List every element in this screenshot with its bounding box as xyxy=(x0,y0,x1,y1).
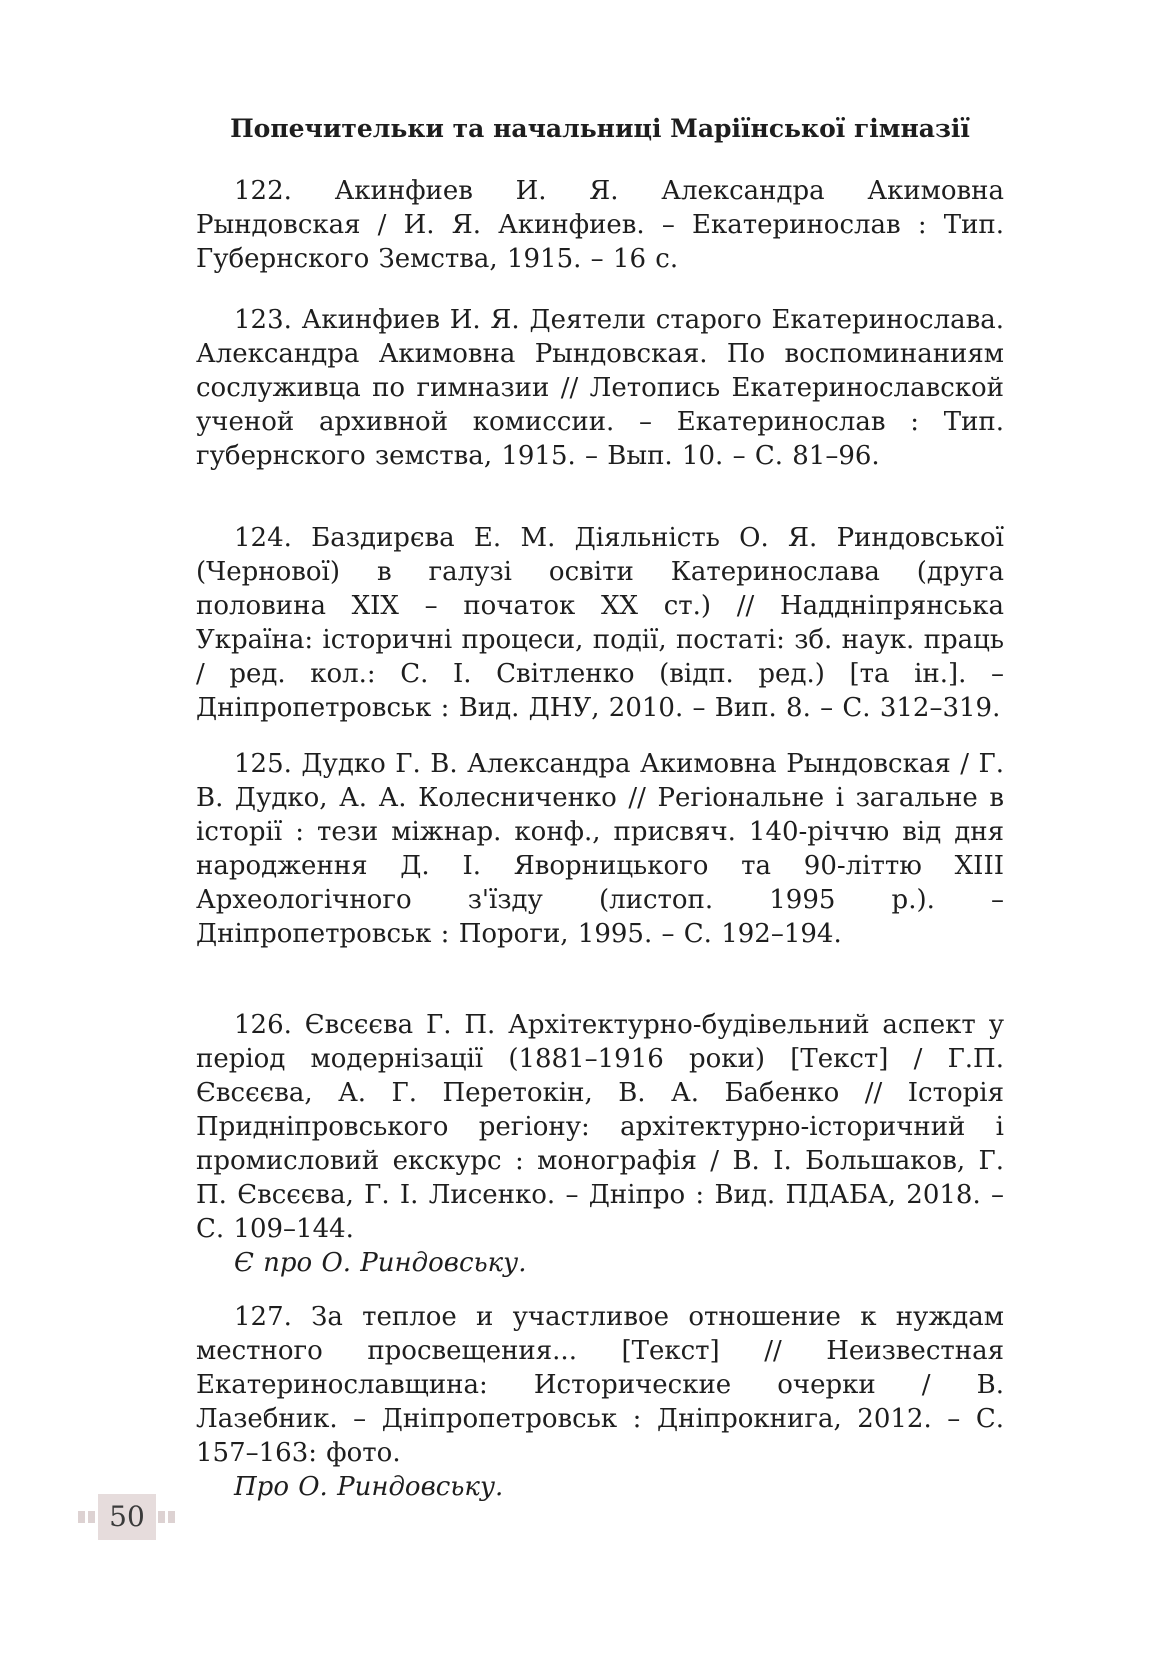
entry-note: Є про О. Риндовську. xyxy=(234,1248,527,1278)
entry-text: 122. Акинфиев И. Я. Александра Акимовна Рындовская / И. Я. Акинфиев. – Екатеринослав : Тип. Губернского Земства, 1915. – 16 с. xyxy=(196,176,1004,274)
entry-text: 124. Баздирєва Е. М. Діяльність О. Я. Риндовської (Чернової) в галузі освіти Катеринослава (друга половина XIX – початок XX ст.) // Наддніпрянська Україна: історичні процеси, події, постаті: зб. наук. праць / ред. кол.: С. І. Світленко (відп. ред.) [та ін.]. – Дніпропетровськ : Вид. ДНУ, 2010. – Вип. 8. – С. 312–319. xyxy=(196,523,1004,723)
bibliography-entry-126 xyxy=(196,1008,1004,1280)
section-heading: Попечительки та начальниці Маріїнської гімназії xyxy=(230,114,970,143)
bibliography-entry-125 xyxy=(196,747,1004,951)
bibliography-entry-122 xyxy=(196,174,1004,276)
entry-text: 126. Євсєєва Г. П. Архітектурно-будівельний аспект у період модернізації (1881–1916 роки) [Текст] / Г.П. Євсєєва, А. Г. Перетокін, В. А. Бабенко // Історія Придніпровського регіону: архітектурно-історичний і промисловий екскурс : монографія / В. І. Большаков, Г. П. Євсєєва, Г. І. Лисенко. – Дніпро : Вид. ПДАБА, 2018. – С. 109–144. xyxy=(196,1010,1004,1244)
bibliography-entry-127 xyxy=(196,1300,1004,1504)
entry-text: 125. Дудко Г. В. Александра Акимовна Рындовская / Г. В. Дудко, А. А. Колесниченко // Регіональне і загальне в історії : тези міжнар. конф., присвяч. 140-річчю від дня народження Д. І. Яворницького та 90-літтю XIII Археологічного з'їзду (листоп. 1995 р.). – Дніпропетровськ : Пороги, 1995. – С. 192–194. xyxy=(196,749,1004,949)
bibliography-entry-123 xyxy=(196,303,1004,473)
entry-note: Про О. Риндовську. xyxy=(234,1472,504,1502)
page-number: 50 xyxy=(98,1494,156,1540)
bibliography-entry-124 xyxy=(196,521,1004,725)
entry-text: 127. За теплое и участливое отношение к нуждам местного просвещения... [Текст] // Неизвестная Екатеринославщина: Исторические очерки / В. Лазебник. – Дніпропетровськ : Дніпрокнига, 2012. – С. 157–163: фото. xyxy=(196,1302,1004,1468)
page-number-badge xyxy=(78,1494,176,1540)
entry-text: 123. Акинфиев И. Я. Деятели старого Екатеринослава. Александра Акимовна Рындовская. По воспоминаниям сослуживца по гимназии // Летопись Екатеринославской ученой архивной комиссии. – Екатеринослав : Тип. губернского земства, 1915. – Вып. 10. – С. 81–96. xyxy=(196,305,1004,471)
